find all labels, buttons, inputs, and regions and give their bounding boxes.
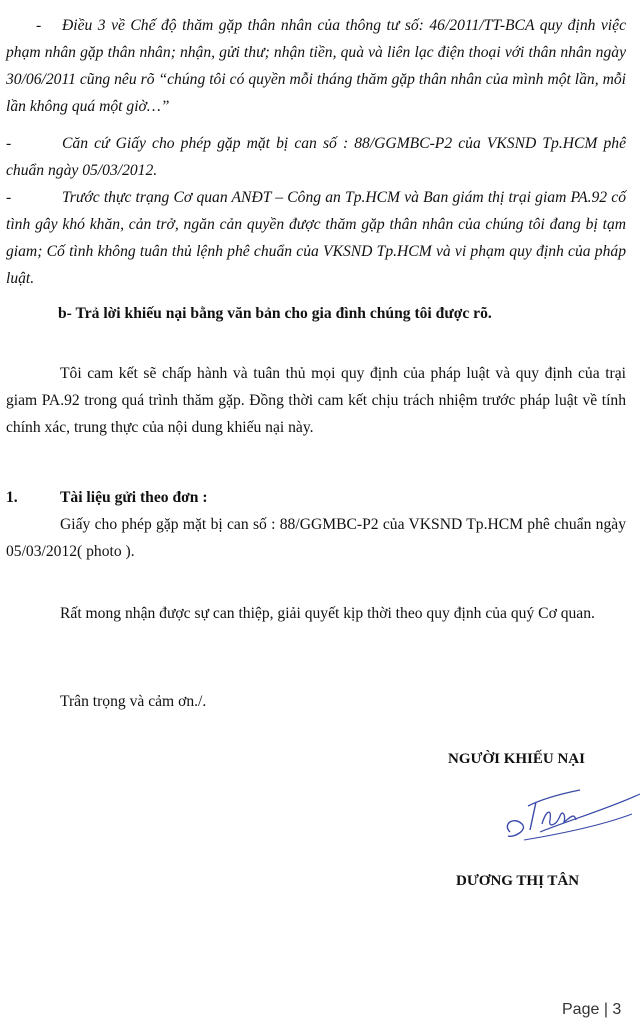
paragraph-closing: Trân trọng và cảm ơn./.	[60, 693, 207, 710]
signatory-name: DƯƠNG THỊ TÂN	[456, 873, 580, 889]
handwritten-signature	[500, 780, 640, 850]
paragraph-circular-46	[6, 12, 626, 120]
signatory-title: NGƯỜI KHIẾU NẠI	[448, 751, 585, 767]
page-number: Page | 3	[562, 1001, 622, 1018]
paragraph-attachment: Giấy cho phép gặp mặt bị can số : 88/GGMBC-P2 của VKSND Tp.HCM phê chuẩn ngày 05/03/2012( photo ).	[6, 516, 626, 560]
paragraph-request: Rất mong nhận được sự can thiệp, giải quyết kịp thời theo quy định của quý Cơ quan.	[60, 605, 595, 622]
paragraph-commitment: Tôi cam kết sẽ chấp hành và tuân thủ mọi quy định của pháp luật và quy định của trại giam PA.92 trong quá trình thăm gặp. Đồng thời cam kết chịu trách nhiệm trước pháp luật về tính chính xác, trung thực của nội dung khiếu nại này.	[6, 365, 626, 436]
list-number: 1.	[6, 489, 18, 506]
paragraph-permit	[6, 130, 626, 184]
paragraph-text: Căn cứ Giấy cho phép gặp mặt bị can số : 88/GGMBC-P2 của VKSND Tp.HCM phê chuẩn ngày 05/03/2012.	[6, 135, 626, 179]
request-item-b: b- Trả lời khiếu nại bằng văn bản cho gia đình chúng tôi được rõ.	[58, 305, 492, 322]
paragraph-first-line: Điều 3 về Chế độ thăm gặp thân nhân của thông tư số: 46/2011/TT-BCA	[62, 17, 535, 34]
paragraph-situation	[6, 184, 626, 292]
bullet-dash: -	[6, 189, 12, 206]
attachments-heading: Tài liệu gửi theo đơn :	[60, 489, 208, 506]
paragraph-text: Trước thực trạng Cơ quan ANĐT – Công an Tp.HCM và Ban giám thị trại giam PA.92 cố tình gây khó khăn, cản trở, ngăn cản quyền được thăm gặp thân nhân của chúng tôi đang bị tạm giam; Cố tình không tuân thủ lệnh phê chuẩn của VKSND Tp.HCM và vi phạm quy định của pháp luật.	[6, 189, 626, 287]
bullet-dash: -	[36, 17, 42, 34]
bullet-dash: -	[6, 135, 12, 152]
paragraph-continuation: quy định việc phạm nhân gặp thân nhân; nhận, gửi thư; nhận tiền, quà và liên lạc điện thoại với thân nhân ngày 30/06/2011 cũng nêu rõ “chúng tôi có quyền mỗi tháng thăm gặp thân nhân của mình một lần, mỗi lần không quá một giờ…”	[6, 17, 626, 115]
